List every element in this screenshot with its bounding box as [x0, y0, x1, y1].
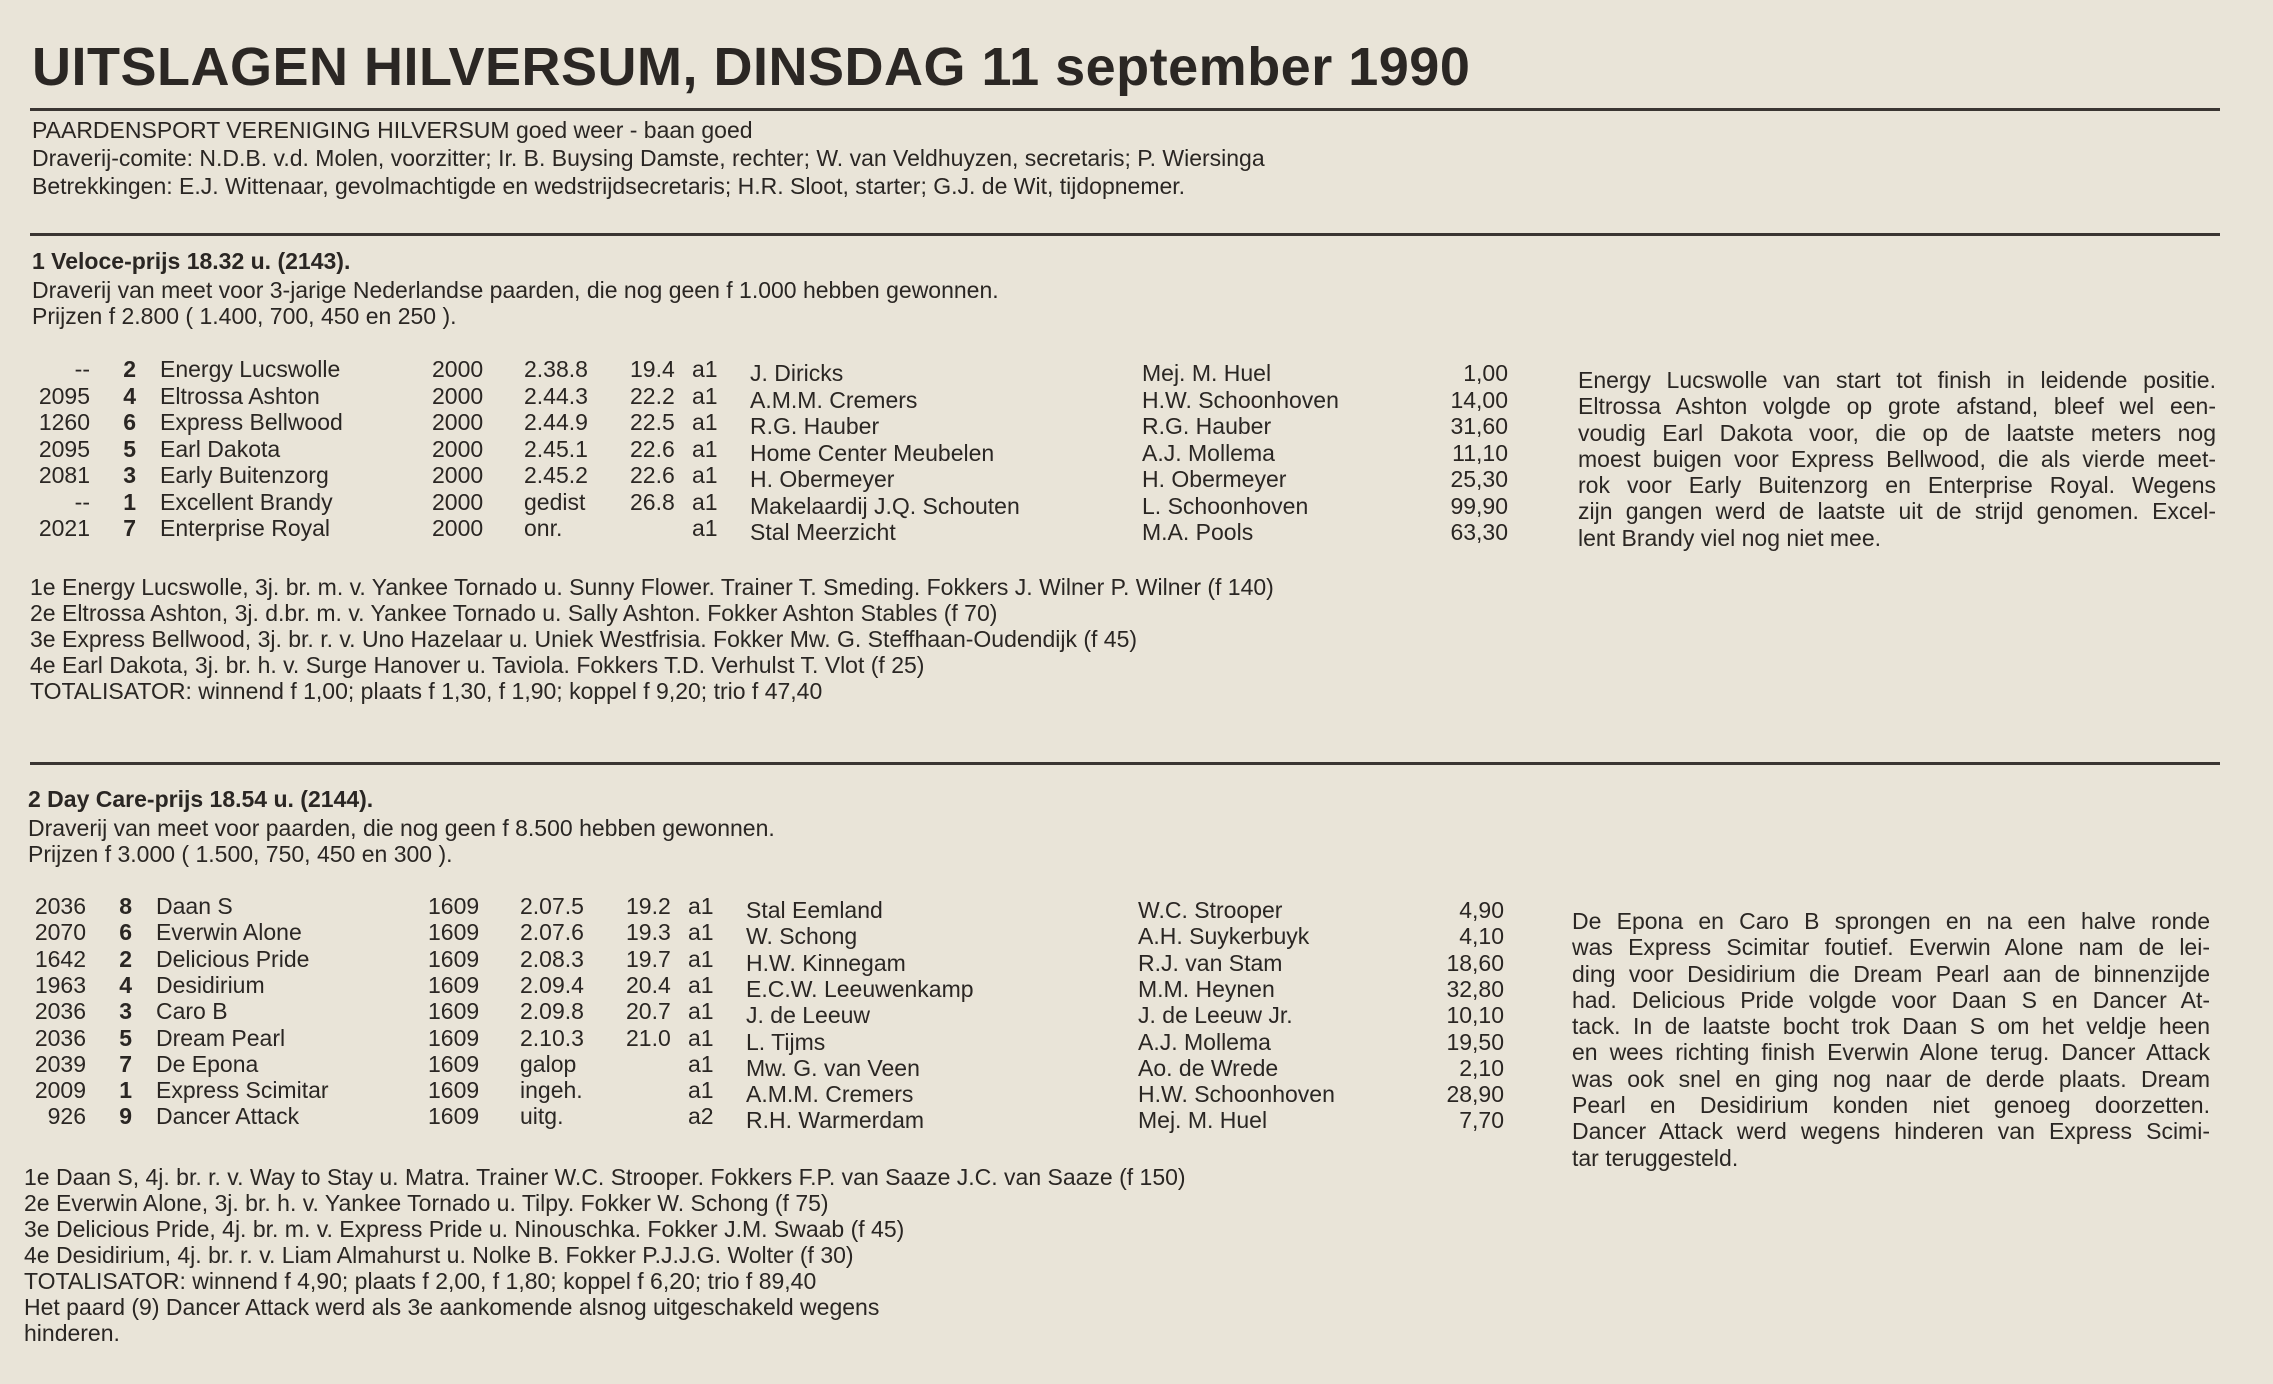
start-number-prev: 2036 — [34, 893, 86, 919]
odds: 1,00 — [1463, 360, 1508, 386]
race-heading: 1 Veloce-prijs 18.32 u. (2143). — [32, 248, 351, 274]
odds: 25,30 — [1450, 466, 1508, 492]
race-time: 2.08.3 — [520, 945, 584, 972]
class: a2 — [688, 1103, 714, 1130]
race-time: gedist — [524, 488, 586, 515]
horse-name: Everwin Alone — [156, 919, 302, 946]
owner: H. Obermeyer — [750, 466, 895, 492]
race-prizes: Prijzen f 3.000 ( 1.500, 750, 450 en 300 ). — [28, 841, 453, 867]
comment-line: voudig Earl Dakota voor, die op de laatste meters nog — [1578, 419, 2216, 446]
distance: 2000 — [432, 435, 484, 462]
driver: A.J. Mollema — [1142, 439, 1275, 466]
odds: 99,90 — [1450, 492, 1508, 519]
race-time: 2.45.1 — [524, 435, 588, 462]
distance: 2000 — [432, 382, 484, 409]
horse-name: Express Bellwood — [160, 409, 343, 435]
owner: L. Tijms — [746, 1028, 826, 1055]
horse-number: 4 — [119, 971, 132, 998]
horse-name: Desidirium — [156, 971, 265, 998]
km-time: 22.6 — [630, 435, 675, 462]
class: a1 — [692, 488, 718, 515]
distance: 1609 — [428, 919, 480, 946]
horse-number: 8 — [119, 893, 132, 919]
distance: 1609 — [428, 945, 480, 972]
distance: 2000 — [432, 488, 484, 515]
owner: A.M.M. Cremers — [746, 1081, 914, 1108]
horse-name: Dream Pearl — [156, 1024, 286, 1051]
race-time: 2.09.8 — [520, 998, 584, 1025]
km-time: 26.8 — [630, 488, 675, 515]
km-time: 22.6 — [630, 462, 675, 488]
start-number-prev: -- — [74, 356, 90, 382]
comment-line: Pearl en Desidirium konden niet genoeg doorzetten. — [1572, 1092, 2210, 1119]
km-time: 22.2 — [630, 382, 675, 409]
result-line: 4e Earl Dakota, 3j. br. h. v. Surge Hanover u. Taviola. Fokkers T.D. Verhulst T. Vlot (f 25) — [30, 652, 925, 678]
class: a1 — [692, 356, 718, 382]
result-line: 3e Express Bellwood, 3j. br. r. v. Uno Hazelaar u. Uniek Westfrisia. Fokker Mw. G. Steffhaan-Oudendijk (f 45) — [30, 626, 1138, 652]
owner: R.H. Warmerdam — [746, 1107, 925, 1134]
horse-number: 2 — [119, 945, 132, 972]
intro-line: PAARDENSPORT VERENIGING HILVERSUM goed weer - baan goed — [32, 117, 753, 143]
odds: 4,90 — [1459, 897, 1504, 923]
odds: 10,10 — [1446, 1002, 1504, 1029]
odds: 28,90 — [1446, 1081, 1504, 1108]
odds: 14,00 — [1450, 386, 1508, 413]
odds: 19,50 — [1446, 1028, 1504, 1055]
horse-name: Eltrossa Ashton — [160, 382, 320, 409]
driver: M.A. Pools — [1142, 519, 1254, 545]
divider — [30, 233, 2220, 236]
start-number-prev: 1642 — [34, 945, 86, 972]
odds: 31,60 — [1450, 413, 1508, 439]
class: a1 — [688, 919, 714, 946]
driver: R.J. van Stam — [1138, 949, 1283, 976]
owner: J. Diricks — [750, 360, 844, 386]
class: a1 — [688, 1077, 714, 1104]
start-number-prev: 2021 — [38, 515, 90, 541]
comment-line: Energy Lucswolle van start tot finish in leidende positie. — [1578, 367, 2216, 393]
race-time: 2.38.8 — [524, 356, 588, 382]
race-description: Draverij van meet voor 3-jarige Nederlandse paarden, die nog geen f 1.000 hebben gewonnen. — [32, 277, 999, 303]
horse-number: 6 — [123, 409, 136, 435]
result-line: 2e Eltrossa Ashton, 3j. d.br. m. v. Yankee Tornado u. Sally Ashton. Fokker Ashton Stables (f 70) — [30, 600, 998, 626]
distance: 2000 — [432, 515, 484, 541]
driver: A.J. Mollema — [1138, 1028, 1271, 1055]
owner: Mw. G. van Veen — [746, 1054, 920, 1081]
start-number-prev: -- — [74, 488, 90, 515]
totalisator-line: TOTALISATOR: winnend f 4,90; plaats f 2,00, f 1,80; koppel f 6,20; trio f 89,40 — [24, 1268, 817, 1294]
owner: W. Schong — [746, 923, 858, 950]
horse-name: De Epona — [156, 1050, 259, 1077]
km-time: 19.3 — [626, 919, 671, 946]
comment-line: was Express Scimitar foutief. Everwin Alone nam de lei- — [1572, 934, 2210, 961]
comment-line: lent Brandy viel nog niet mee. — [1578, 524, 1882, 551]
comment-line: tar teruggesteld. — [1572, 1144, 1739, 1171]
race-time: uitg. — [520, 1103, 564, 1130]
comment-line: rok voor Early Buitenzorg en Enterprise Royal. Wegens — [1578, 472, 2216, 499]
comment-line: ding voor Desidirium die Dream Pearl aan de binnenzijde — [1572, 960, 2210, 987]
driver: H.W. Schoonhoven — [1142, 386, 1339, 413]
horse-number: 7 — [119, 1050, 132, 1077]
comment-line: Eltrossa Ashton volgde op grote afstand, bleef wel een- — [1578, 393, 2216, 420]
horse-number: 9 — [119, 1103, 132, 1130]
comment-line: De Epona en Caro B sprongen en na een halve ronde — [1572, 908, 2210, 934]
horse-name: Early Buitenzorg — [160, 462, 329, 488]
race-comment — [1572, 908, 2210, 1171]
distance: 2000 — [432, 409, 484, 435]
intro-line: Draverij-comite: N.D.B. v.d. Molen, voorzitter; Ir. B. Buysing Damste, rechter; W. van Veldhuyzen, secretaris; P. Wiersinga — [32, 145, 1265, 171]
class: a1 — [688, 971, 714, 998]
race-time: onr. — [524, 515, 563, 541]
class: a1 — [688, 893, 714, 919]
start-number-prev: 2036 — [34, 1024, 86, 1051]
note-line: hinderen. — [24, 1320, 120, 1346]
km-time: 20.7 — [626, 998, 671, 1025]
race-time: 2.44.9 — [524, 409, 588, 435]
result-line: 1e Daan S, 4j. br. r. v. Way to Stay u. Matra. Trainer W.C. Strooper. Fokkers F.P. van Saaze J.C. van Saaze (f 150) — [24, 1164, 1186, 1190]
class: a1 — [688, 1050, 714, 1077]
race-heading: 2 Day Care-prijs 18.54 u. (2144). — [28, 786, 374, 812]
km-time: 20.4 — [626, 971, 671, 998]
race-time: 2.10.3 — [520, 1024, 584, 1051]
odds: 63,30 — [1450, 519, 1508, 545]
driver: M.M. Heynen — [1138, 975, 1275, 1002]
horse-name: Enterprise Royal — [160, 515, 331, 541]
horse-name: Delicious Pride — [156, 945, 310, 972]
odds: 32,80 — [1446, 975, 1504, 1002]
race-time: 2.45.2 — [524, 462, 588, 488]
class: a1 — [692, 409, 718, 435]
start-number-prev: 2036 — [34, 998, 86, 1025]
horse-number: 1 — [119, 1077, 132, 1104]
owner: Home Center Meubelen — [750, 439, 995, 466]
horse-number: 2 — [123, 356, 136, 382]
horse-number: 4 — [123, 382, 136, 409]
driver: Ao. de Wrede — [1138, 1054, 1279, 1081]
km-time: 19.2 — [626, 893, 671, 919]
horse-number: 3 — [119, 998, 132, 1025]
distance: 1609 — [428, 998, 480, 1025]
class: a1 — [692, 515, 718, 541]
distance: 1609 — [428, 893, 480, 919]
distance: 1609 — [428, 1024, 480, 1051]
owner: Stal Eemland — [746, 897, 883, 923]
race-time: ingeh. — [520, 1077, 583, 1104]
start-number-prev: 1260 — [38, 409, 90, 435]
start-number-prev: 2039 — [34, 1050, 86, 1077]
horse-number: 1 — [123, 488, 136, 515]
driver: Mej. M. Huel — [1142, 360, 1272, 386]
horse-number: 7 — [123, 515, 136, 541]
horse-name: Earl Dakota — [160, 435, 281, 462]
race-prizes: Prijzen f 2.800 ( 1.400, 700, 450 en 250 ). — [32, 303, 457, 329]
distance: 1609 — [428, 1050, 480, 1077]
comment-line: en wees richting finish Everwin Alone terug. Dancer Attack — [1572, 1039, 2210, 1066]
owner: Makelaardij J.Q. Schouten — [750, 492, 1020, 519]
owner: R.G. Hauber — [750, 413, 880, 439]
start-number-prev: 1963 — [34, 971, 86, 998]
owner: Stal Meerzicht — [750, 519, 896, 545]
note-line: Het paard (9) Dancer Attack werd als 3e aankomende alsnog uitgeschakeld wegens — [24, 1294, 880, 1320]
horse-name: Excellent Brandy — [160, 488, 333, 515]
odds: 11,10 — [1452, 439, 1508, 466]
driver: W.C. Strooper — [1138, 897, 1283, 923]
divider — [30, 762, 2220, 765]
driver: H. Obermeyer — [1142, 466, 1287, 492]
owner: J. de Leeuw — [746, 1002, 871, 1029]
driver: J. de Leeuw Jr. — [1138, 1002, 1293, 1029]
race-time: galop — [520, 1050, 577, 1077]
driver: A.H. Suykerbuyk — [1138, 923, 1310, 950]
race-time: 2.09.4 — [520, 971, 584, 998]
comment-line: Dancer Attack werd wegens hinderen van Express Scimi- — [1572, 1118, 2210, 1145]
horse-number: 5 — [123, 435, 136, 462]
horse-name: Dancer Attack — [156, 1103, 300, 1130]
start-number-prev: 2095 — [38, 382, 90, 409]
comment-line: tack. In de laatste bocht trok Daan S om het veldje heen — [1572, 1013, 2210, 1040]
km-time: 21.0 — [626, 1024, 671, 1051]
owner: H.W. Kinnegam — [746, 949, 906, 976]
owner: A.M.M. Cremers — [750, 386, 918, 413]
distance: 2000 — [432, 462, 484, 488]
result-line: 2e Everwin Alone, 3j. br. h. v. Yankee Tornado u. Tilpy. Fokker W. Schong (f 75) — [24, 1190, 829, 1216]
start-number-prev: 2081 — [38, 462, 90, 488]
page-title: UITSLAGEN HILVERSUM, DINSDAG 11 september 1990 — [32, 37, 1471, 97]
race-description: Draverij van meet voor paarden, die nog geen f 8.500 hebben gewonnen. — [28, 815, 775, 841]
driver: H.W. Schoonhoven — [1138, 1081, 1335, 1108]
horse-name: Caro B — [156, 998, 228, 1025]
km-time: 19.7 — [626, 945, 671, 972]
class: a1 — [688, 945, 714, 972]
distance: 1609 — [428, 971, 480, 998]
race-time: 2.44.3 — [524, 382, 588, 409]
result-line: 3e Delicious Pride, 4j. br. m. v. Express Pride u. Ninouschka. Fokker J.M. Swaab (f 45) — [24, 1216, 905, 1242]
totalisator-line: TOTALISATOR: winnend f 1,00; plaats f 1,30, f 1,90; koppel f 9,20; trio f 47,40 — [30, 678, 823, 704]
intro-line: Betrekkingen: E.J. Wittenaar, gevolmachtigde en wedstrijdsecretaris; H.R. Sloot, starter; G.J. de Wit, tijdopnemer. — [32, 173, 1186, 199]
result-line: 4e Desidirium, 4j. br. r. v. Liam Almahurst u. Nolke B. Fokker P.J.J.G. Wolter (f 30) — [24, 1242, 854, 1268]
start-number-prev: 926 — [47, 1103, 86, 1130]
class: a1 — [688, 998, 714, 1025]
horse-number: 5 — [119, 1024, 132, 1051]
start-number-prev: 2009 — [34, 1077, 86, 1104]
comment-line: had. Delicious Pride volgde voor Daan S en Dancer At- — [1572, 986, 2210, 1013]
comment-line: was ook snel en ging nog naar de derde plaats. Dream — [1572, 1065, 2210, 1092]
driver: Mej. M. Huel — [1138, 1107, 1268, 1134]
km-time: 22.5 — [630, 409, 675, 435]
start-number-prev: 2070 — [34, 919, 86, 946]
race-time: 2.07.6 — [520, 919, 584, 946]
owner: E.C.W. Leeuwenkamp — [746, 975, 974, 1002]
comment-line: zijn gangen werd de laatste uit de strijd genomen. Excel- — [1578, 498, 2216, 525]
odds: 18,60 — [1446, 949, 1504, 976]
horse-name: Express Scimitar — [156, 1077, 329, 1104]
race-comment — [1578, 367, 2216, 551]
odds: 2,10 — [1459, 1054, 1504, 1081]
class: a1 — [688, 1024, 714, 1051]
driver: L. Schoonhoven — [1142, 492, 1309, 519]
class: a1 — [692, 435, 718, 462]
distance: 2000 — [432, 356, 484, 382]
odds: 4,10 — [1459, 923, 1504, 950]
start-number-prev: 2095 — [38, 435, 90, 462]
result-line: 1e Energy Lucswolle, 3j. br. m. v. Yankee Tornado u. Sunny Flower. Trainer T. Smeding. Fokkers J. Wilner P. Wilner (f 140) — [30, 574, 1274, 600]
odds: 7,70 — [1459, 1107, 1504, 1134]
distance: 1609 — [428, 1077, 480, 1104]
horse-number: 3 — [123, 462, 136, 488]
horse-name: Daan S — [156, 893, 233, 919]
driver: R.G. Hauber — [1142, 413, 1272, 439]
divider — [30, 108, 2220, 111]
horse-number: 6 — [119, 919, 132, 946]
km-time: 19.4 — [630, 356, 675, 382]
horse-name: Energy Lucswolle — [160, 356, 341, 382]
distance: 1609 — [428, 1103, 480, 1130]
race-time: 2.07.5 — [520, 893, 584, 919]
comment-line: moest buigen voor Express Bellwood, die als vierde meet- — [1578, 445, 2216, 472]
class: a1 — [692, 462, 718, 488]
class: a1 — [692, 382, 718, 409]
